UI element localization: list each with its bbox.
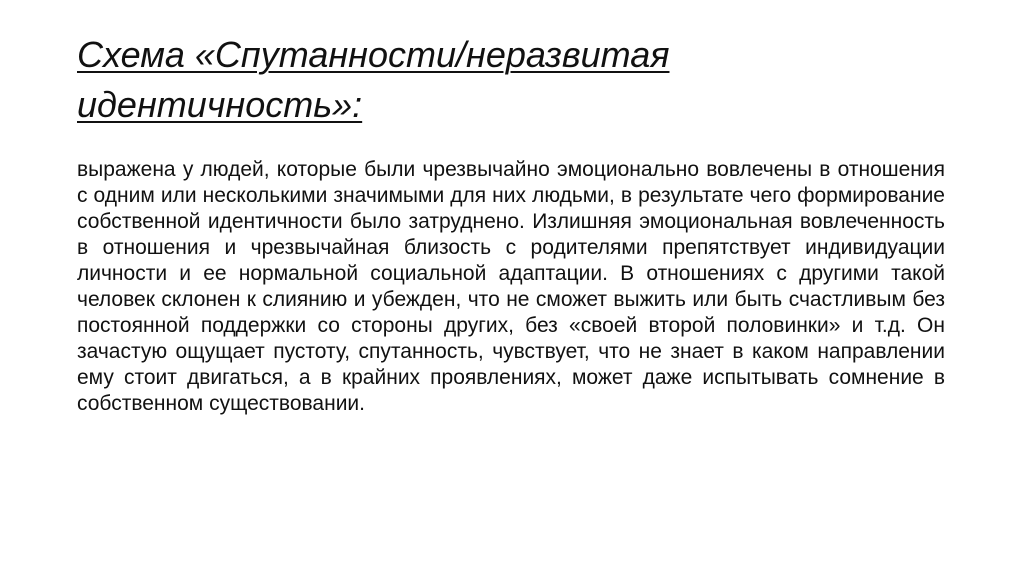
slide-title: Схема «Спутанности/неразвитая идентичность»:	[77, 34, 670, 125]
slide-body-text: выражена у людей, которые были чрезвычайно эмоционально вовлечены в отношения с одним или несколькими значимыми для них людьми, в результате чего формирование собственной идентичности было затруднено. Излишняя эмоциональная вовлеченность в отношения и чрезвычайная близость с родителями препятствует индивидуации личности и ее нормальной социальной адаптации. В отношениях с другими такой человек склонен к слиянию и убежден, что не сможет выжить или быть счастливым без постоянной поддержки со стороны других, без «своей второй половинки» и т.д. Он зачастую ощущает пустоту, спутанность, чувствует, что не знает в каком направлении ему стоит двигаться, а в крайних проявлениях, может даже испытывать сомнение в собственном существовании.	[77, 158, 945, 415]
